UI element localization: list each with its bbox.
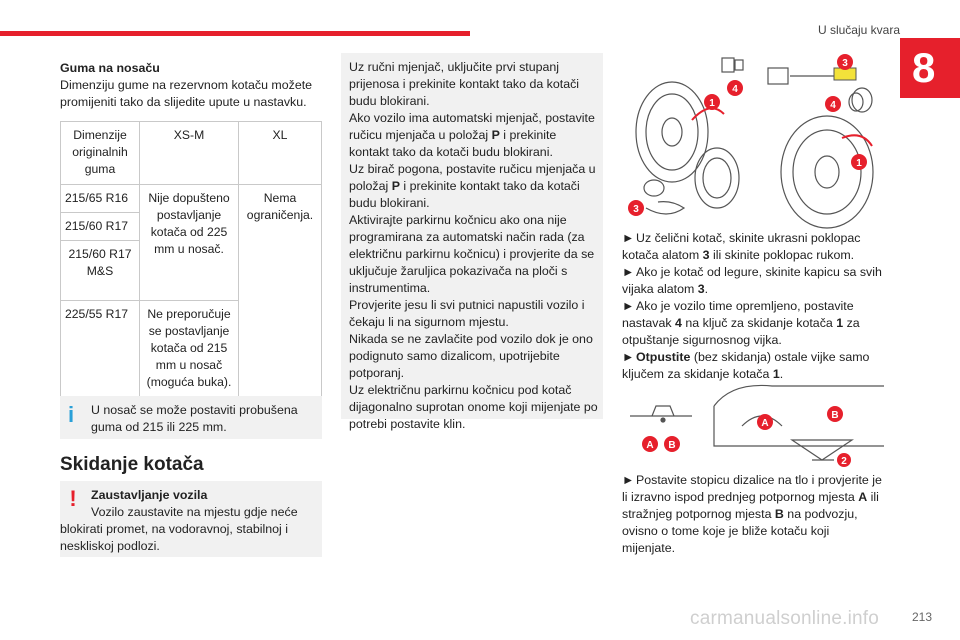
callout-label: 2 bbox=[841, 456, 847, 467]
gear-position-label: P bbox=[391, 179, 400, 193]
table-header-cell: XL bbox=[239, 122, 322, 185]
bullet-arrow-icon: ► bbox=[622, 265, 635, 279]
warning-exclamation-icon: ! bbox=[69, 486, 77, 511]
bullet-arrow-icon: ► bbox=[622, 231, 635, 245]
paragraph: Aktivirajte parkirnu kočnicu ako ona nije programirana za automatski način rada (za električnu parkirnu kočnicu) i provjerite da se uključuje žaruljica pokazivača na ploči s instrumentima. bbox=[349, 213, 595, 295]
callout-label: 3 bbox=[633, 204, 639, 215]
text-run: Ako vozilo ima automatski mjenjač, postavite ručicu mjenjača u položaj bbox=[349, 111, 595, 142]
text-run: na podvozju, ovisno o tome koje je bliže kotaču koji mijenjate. bbox=[622, 507, 858, 555]
text-run: Postavite stopicu dizalice na tlo i provjerite je li izravno ispod prednjeg potpornog mjesta bbox=[622, 473, 882, 504]
paragraph: Uz električnu parkirnu kočnicu pod kotač dijagonalno suprotan onome koji mijenjate po potrebi postavite klin. bbox=[349, 383, 598, 431]
callout-label: 4 bbox=[830, 100, 836, 111]
text-run: i prekinite kontakt tako da kotači budu blokirani. bbox=[349, 128, 557, 159]
tool-ref: 3 bbox=[702, 248, 710, 262]
tool-ref: 1 bbox=[836, 316, 844, 330]
step-item bbox=[622, 298, 884, 349]
text-run: ili stražnjeg potpornog mjesta bbox=[622, 490, 879, 521]
tire-size-cell: 225/55 R17 bbox=[61, 301, 140, 432]
section-title: U slučaju kvara bbox=[817, 23, 900, 37]
text-run: (bez skidanja) ostale vijke samo ključem za skidanje kotača bbox=[622, 350, 870, 381]
callout-label: 1 bbox=[856, 158, 862, 169]
warning-text: Vozilo zaustavite na mjestu gdje neće blokirati promet, na vodoravnoj, stabilnoj i neskliskoj podlozi. bbox=[60, 505, 298, 553]
callout-label: 4 bbox=[732, 84, 738, 95]
column-middle-text bbox=[349, 59, 599, 433]
warning-box bbox=[60, 481, 322, 557]
callout-label: 3 bbox=[842, 58, 848, 69]
table-header-row bbox=[61, 122, 322, 185]
emphasis-text: Otpustite bbox=[636, 350, 691, 364]
text-run: . bbox=[704, 282, 709, 296]
support-point-ref: B bbox=[774, 507, 784, 521]
tire-size-cell: 215/60 R17 M&S bbox=[61, 241, 140, 301]
tool-ref: 3 bbox=[697, 282, 705, 296]
text-run: Uz čelični kotač, skinite ukrasni poklopac kotača alatom bbox=[622, 231, 861, 262]
step-item bbox=[622, 264, 884, 298]
bullet-arrow-icon: ► bbox=[622, 350, 635, 364]
tool-ref: 1 bbox=[772, 367, 780, 381]
jack-points-illustration bbox=[622, 376, 884, 468]
watermark: carmanualsonline.info bbox=[690, 608, 880, 629]
info-icon: i bbox=[67, 402, 75, 427]
tire-size-table bbox=[60, 121, 322, 432]
bullet-arrow-icon: ► bbox=[622, 299, 635, 313]
xsm-restriction-cell: Nije dopušteno postavljanje kotača od 225 mm u nosač. bbox=[140, 185, 239, 301]
chapter-number-tab: 8 bbox=[900, 38, 960, 98]
spare-wheel-intro: Dimenziju gume na rezervnom kotaču možete promijeniti tako da slijedite upute u nastavku. bbox=[60, 78, 313, 109]
column-middle-box bbox=[341, 53, 603, 431]
tire-size-cell: 215/65 R16 bbox=[61, 185, 140, 213]
support-point-ref: A bbox=[858, 490, 868, 504]
text-run: i prekinite kontakt tako da kotači budu blokirani. bbox=[349, 179, 580, 210]
section-heading-wheel-removal: Skidanje kotača bbox=[60, 454, 204, 475]
callout-label: B bbox=[668, 440, 676, 451]
gear-position-label: P bbox=[491, 128, 500, 142]
text-run: Uz birač pogona, postavite ručicu mjenjača u položaj bbox=[349, 162, 596, 193]
paragraph bbox=[349, 161, 599, 212]
text-run: ili skinite poklopac rukom. bbox=[709, 248, 855, 262]
tire-size-cell: 215/60 R17 bbox=[61, 213, 140, 241]
xsm-restriction-cell: Ne preporučuje se postavljanje kotača od 215 mm u nosač (moguća buka). bbox=[140, 301, 239, 432]
warning-title: Zaustavljanje vozila bbox=[91, 488, 208, 502]
paragraph: Provjerite jesu li svi putnici napustili vozilo i čekaju li na sigurnom mjestu. bbox=[349, 298, 585, 329]
text-run: Ako je kotač od legure, skinite kapicu sa svih vijaka alatom bbox=[622, 265, 882, 296]
callout-label: A bbox=[761, 418, 769, 429]
column-left bbox=[60, 60, 322, 432]
step-item bbox=[622, 472, 884, 557]
text-run: . bbox=[779, 367, 784, 381]
table-header-cell: XS-M bbox=[140, 122, 239, 185]
header-red-bar bbox=[0, 31, 470, 36]
callout-label: A bbox=[646, 440, 654, 451]
column-right-jack-step bbox=[622, 472, 884, 557]
paragraph: Uz ručni mjenjač, uključite prvi stupanj prijenosa i prekinite kontakt tako da kotači budu blokirani. bbox=[349, 60, 580, 108]
xl-restriction-cell: Nema ograničenja. bbox=[239, 185, 322, 432]
spare-wheel-heading: Guma na nosaču bbox=[60, 61, 160, 75]
callout-label: B bbox=[831, 410, 839, 421]
column-right-steps bbox=[622, 230, 884, 383]
table-header-cell: Dimenzije originalnih guma bbox=[61, 122, 140, 185]
table-row bbox=[61, 185, 322, 213]
text-run: Ako je vozilo time opremljeno, postavite nastavak bbox=[622, 299, 854, 330]
text-run: za otpuštanje sigurnosnog vijka. bbox=[622, 316, 860, 347]
info-note-text: U nosač se može postaviti probušena guma od 215 ili 225 mm. bbox=[91, 403, 298, 434]
info-note-box bbox=[60, 396, 322, 439]
bullet-arrow-icon: ► bbox=[622, 473, 635, 487]
paragraph: Nikada se ne zavlačite pod vozilo dok je ono podignuto samo dizalicom, upotrijebite potporanj. bbox=[349, 332, 593, 380]
step-item bbox=[622, 230, 884, 264]
tool-ref: 4 bbox=[675, 316, 682, 330]
wheel-tools-illustration bbox=[622, 50, 884, 230]
paragraph bbox=[349, 110, 599, 161]
page-number: 213 bbox=[911, 610, 932, 624]
text-run: na ključ za skidanje kotača bbox=[681, 316, 837, 330]
callout-label: 1 bbox=[709, 98, 715, 109]
